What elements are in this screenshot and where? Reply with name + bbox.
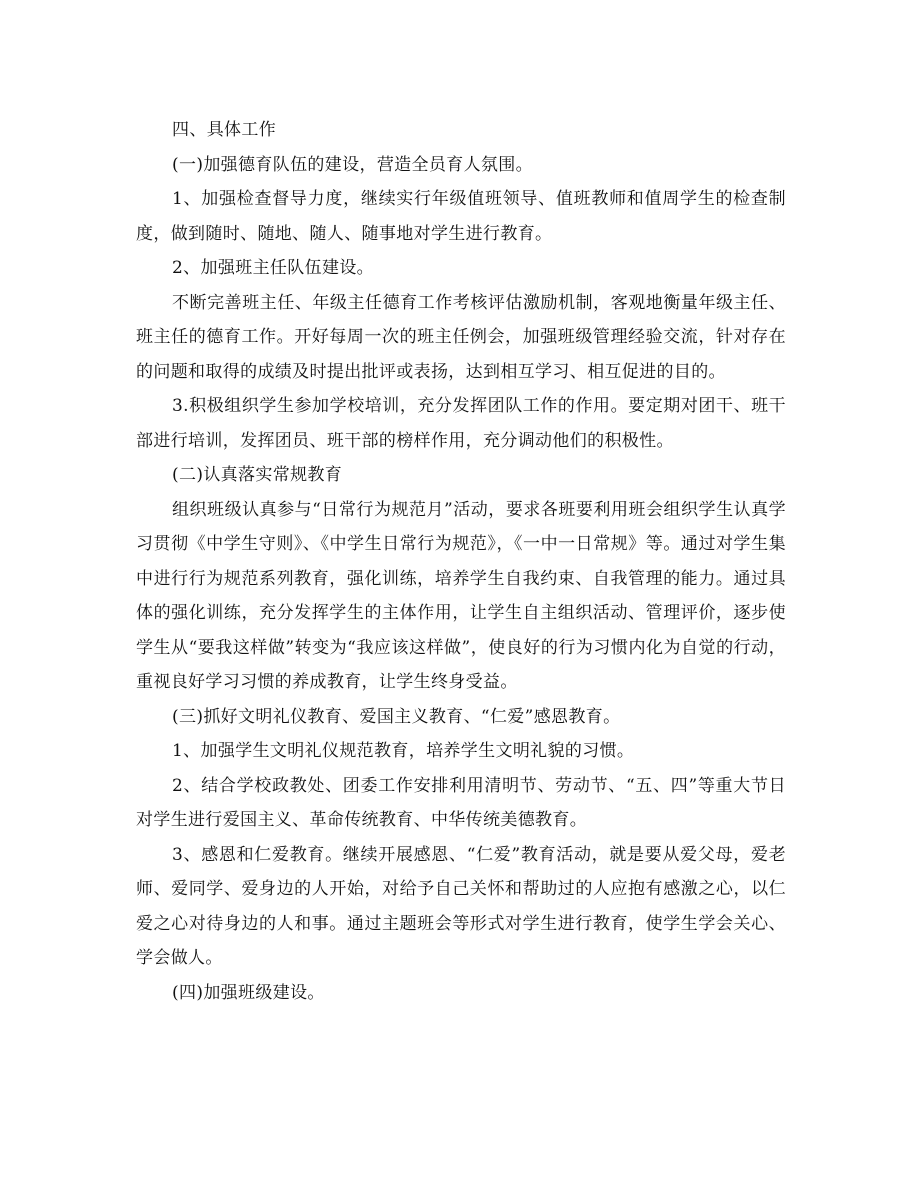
body-paragraph: 组织班级认真参与“日常行为规范月”活动，要求各班要利用班会组织学生认真学习贯彻《中学生守则》、《中学生日常行为规范》，《一中一日常规》等。通过对学生集中进行行为规范系列教育，强化训练，培养学生自我约束、自我管理的能力。通过具体的强化训练，充分发挥学生的主体作用，让学生自主组织活动、管理评价，逐步使学生从“要我这样做”转变为“我应该这样做”，使良好的行为习惯内化为自觉的行动，重视良好学习习惯的养成教育，让学生终身受益。: [136, 499, 786, 692]
subsection-heading: (三)抓好文明礼仪教育、爱国主义教育、“仁爱”感恩教育。: [172, 706, 621, 727]
subsection-heading: (四)加强班级建设。: [172, 982, 325, 1003]
body-paragraph: 3.积极组织学生参加学校培训，充分发挥团队工作的作用。要定期对团干、班干部进行培训，发挥团员、班干部的榜样作用，充分调动他们的积极性。: [136, 396, 786, 451]
section-heading: 四、具体工作: [172, 120, 277, 140]
body-paragraph: 不断完善班主任、年级主任德育工作考核评估激励机制，客观地衡量年级主任、班主任的德育工作。开好每周一次的班主任例会，加强班级管理经验交流，针对存在的问题和取得的成绩及时提出批评或表扬，达到相互学习、相互促进的目的。: [136, 292, 786, 382]
body-paragraph: 2、加强班主任队伍建设。: [172, 258, 375, 278]
body-paragraph: 3、感恩和仁爱教育。继续开展感恩、“仁爱”教育活动，就是要从爱父母，爱老师、爱同学、爱身边的人开始，对给予自己关怀和帮助过的人应抱有感激之心，以仁爱之心对待身边的人和事。通过主题班会等形式对学生进行教育，使学生学会关心、学会做人。: [136, 844, 786, 968]
body-paragraph: 1、加强学生文明礼仪规范教育，培养学生文明礼貌的习惯。: [172, 741, 635, 761]
subsection-heading: (一)加强德育队伍的建设，营造全员育人氛围。: [172, 154, 533, 175]
body-paragraph: 1、加强检查督导力度，继续实行年级值班领导、值班教师和值周学生的检查制度，做到随时、随地、随人、随事地对学生进行教育。: [136, 189, 786, 244]
document-body: [136, 113, 786, 1010]
body-paragraph: 2、结合学校政教处、团委工作安排利用清明节、劳动节、“五、四”等重大节日对学生进行爱国主义、革命传统教育、中华传统美德教育。: [136, 775, 786, 830]
subsection-heading: (二)认真落实常规教育: [172, 465, 343, 485]
